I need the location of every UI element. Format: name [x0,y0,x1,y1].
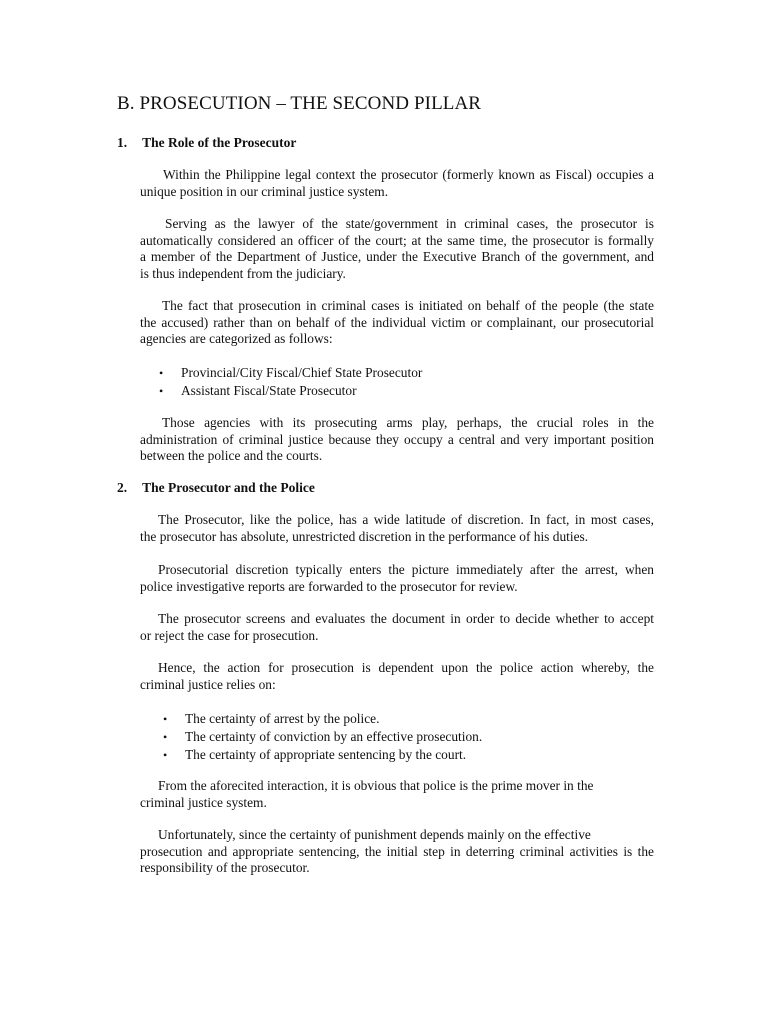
paragraph-line: criminal justice system. [140,794,267,810]
list-item [163,728,482,746]
paragraph-line: Unfortunately, since the certainty of punishment depends mainly on the effective [158,827,591,842]
section-heading-1 [117,135,296,151]
paragraph-line: between the police and the courts. [140,448,323,463]
section-number: 2. [117,480,128,495]
paragraph-line: agencies are categorized as follows: [140,331,333,346]
paragraph-line: administration of criminal justice because they occupy a central and very important position [140,431,654,447]
list-item [159,364,422,382]
paragraph [140,827,654,877]
paragraph-line: or reject the case for prosecution. [140,627,319,643]
list-item-text: The certainty of arrest by the police. [185,711,380,726]
paragraph-line: prosecution and appropriate sentencing, the initial step in deterring criminal activities is the [140,843,654,859]
paragraph [140,216,654,282]
page-title: B. PROSECUTION – THE SECOND PILLAR [117,93,482,114]
bullet-icon: • [163,730,168,744]
paragraph-line: The prosecutor screens and evaluates the document in order to decide whether to accept [158,611,654,626]
paragraph-line: is thus independent from the judiciary. [140,265,346,281]
paragraph-line: The fact that prosecution in criminal cases is initiated on behalf of the people (the state [162,298,654,313]
bullet-list [159,364,422,400]
section-number: 1. [117,135,128,150]
paragraph-line: responsibility of the prosecutor. [140,860,310,875]
paragraph-line: police investigative reports are forwarded to the prosecutor for review. [140,578,518,594]
paragraph-line: Within the Philippine legal context the prosecutor (formerly known as Fiscal) occupies a [163,167,654,182]
paragraph-line: unique position in our criminal justice system. [140,183,389,199]
paragraph-line: criminal justice relies on: [140,676,276,692]
paragraph [140,167,654,200]
list-item-text: The certainty of conviction by an effective prosecution. [185,729,483,744]
paragraph-line: Prosecutorial discretion typically enters the picture immediately after the arrest, when [158,562,654,577]
paragraph-line: the accused) rather than on behalf of the individual victim or complainant, our prosecutorial [140,314,654,330]
section-title: The Prosecutor and the Police [142,480,315,495]
bullet-icon: • [159,366,164,380]
paragraph [140,611,654,644]
paragraph-line: Serving as the lawyer of the state/government in criminal cases, the prosecutor is [165,216,654,231]
paragraph [140,660,654,693]
bullet-icon: • [163,748,168,762]
paragraph [140,298,654,348]
bullet-icon: • [163,712,168,726]
bullet-list [163,710,482,764]
paragraph-line: The Prosecutor, like the police, has a wide latitude of discretion. In fact, in most cases, [158,512,654,527]
list-item [163,746,482,764]
section-heading-2 [117,480,315,496]
paragraph-line: a member of the Department of Justice, under the Executive Branch of the government, and [140,249,654,264]
paragraph [140,415,654,465]
section-title: The Role of the Prosecutor [142,135,297,150]
paragraph [140,512,654,545]
list-item-text: Assistant Fiscal/State Prosecutor [181,383,357,398]
paragraph [140,778,654,811]
paragraph-line: automatically considered an officer of the court; at the same time, the prosecutor is formally [140,232,654,248]
list-item-text: Provincial/City Fiscal/Chief State Prosecutor [181,365,423,380]
list-item-text: The certainty of appropriate sentencing by the court. [185,747,467,762]
paragraph [140,562,654,595]
list-item [163,710,482,728]
bullet-icon: • [159,384,164,398]
list-item [159,382,422,400]
paragraph-line: Those agencies with its prosecuting arms play, perhaps, the crucial roles in the [162,415,654,430]
paragraph-line: the prosecutor has absolute, unrestricted discretion in the performance of his duties. [140,528,589,544]
paragraph-line: Hence, the action for prosecution is dependent upon the police action whereby, the [158,660,654,675]
paragraph-line: From the aforecited interaction, it is obvious that police is the prime mover in the [158,778,594,793]
